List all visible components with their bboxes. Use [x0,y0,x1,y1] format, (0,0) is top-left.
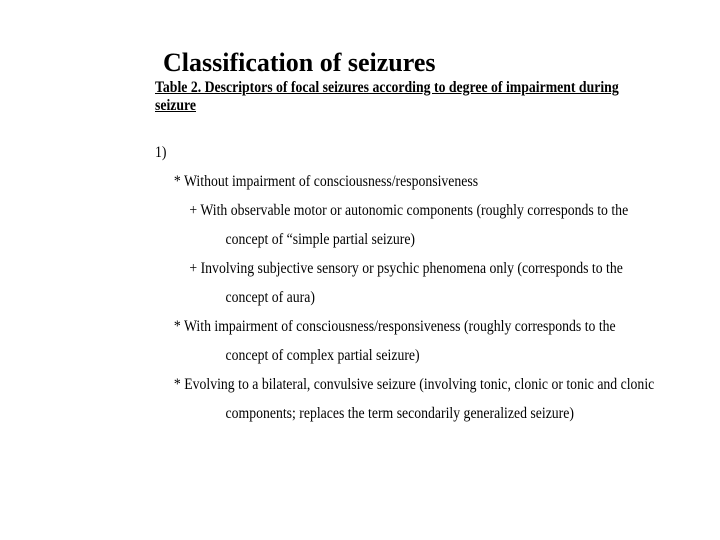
table-caption [155,77,619,117]
descriptor-sensory-psychic: + Involving subjective sensory or psychic phenomena only (corresponds to the [189,260,623,277]
scanned-table-excerpt [155,79,655,423]
descriptor-with-impairment-continued: concept of complex partial seizure) [225,347,420,364]
descriptor-motor-autonomic-continued: concept of “simple partial seizure) [225,231,416,248]
descriptor-without-impairment: * Without impairment of consciousness/responsiveness [173,173,479,190]
descriptor-evolving-bilateral-continued: components; replaces the term secondarily generalized seizure) [225,405,574,422]
table-caption-line-2: seizure [155,97,197,114]
item-number: 1) [155,144,167,161]
table-caption-line-1: Table 2. Descriptors of focal seizures according to degree of impairment during [155,79,619,96]
descriptor-evolving-bilateral: * Evolving to a bilateral, convulsive seizure (involving tonic, clonic or tonic and clonic [173,376,655,393]
descriptor-motor-autonomic: + With observable motor or autonomic components (roughly corresponds to the [189,202,629,219]
descriptor-with-impairment: * With impairment of consciousness/responsiveness (roughly corresponds to the [173,318,616,335]
descriptor-sensory-psychic-continued: concept of aura) [225,289,315,306]
slide-title: Classification of seizures [163,48,436,77]
